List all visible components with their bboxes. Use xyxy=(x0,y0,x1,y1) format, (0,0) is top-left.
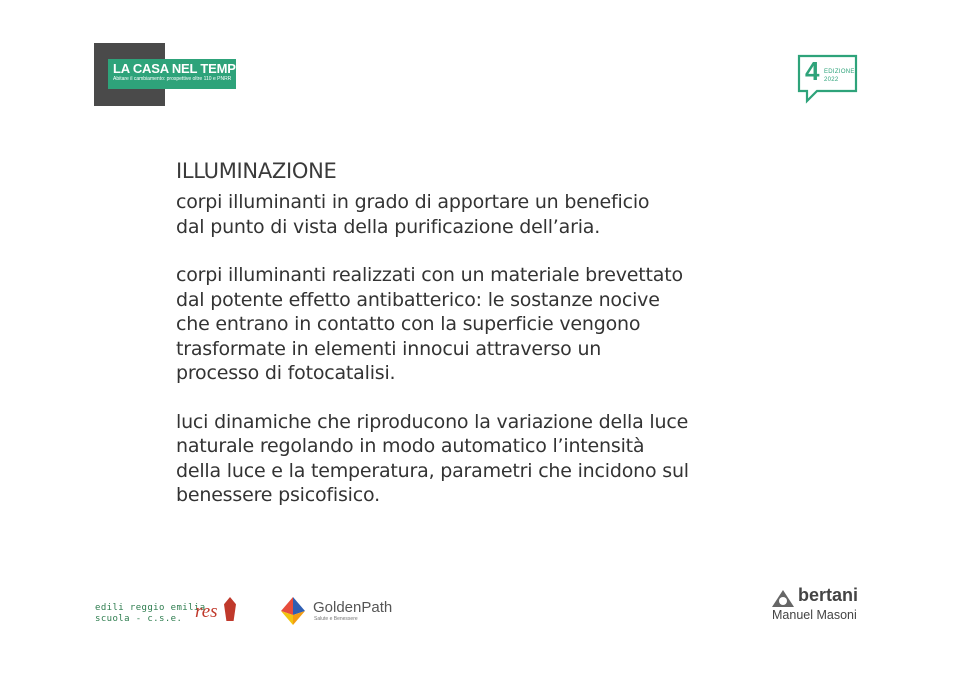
logo-green-banner xyxy=(108,59,246,89)
bertani-brand: bertani xyxy=(798,585,859,605)
slide-content xyxy=(176,158,796,508)
edili-line-1: edili reggio emilia xyxy=(95,603,206,613)
edition-year: 2022 xyxy=(824,77,839,83)
edition-badge xyxy=(797,54,859,104)
la-casa-nel-tempo-logo xyxy=(94,43,244,106)
res-emblem-icon xyxy=(224,597,236,621)
logo-subtitle: Abitare il cambiamento: prospettive oltre 110 e PNRR xyxy=(113,76,232,82)
goldenpath-tagline: Salute e Benessere xyxy=(314,616,358,622)
goldenpath-name: GoldenPath xyxy=(313,599,393,616)
bertani-mark-icon xyxy=(771,587,797,609)
goldenpath-logo xyxy=(278,595,408,627)
slide-heading: ILLUMINAZIONE xyxy=(176,159,337,183)
res-logo-text: res xyxy=(195,601,218,622)
edition-label: EDIZIONE xyxy=(824,69,855,75)
logo-title: LA CASA NEL TEMPO xyxy=(113,61,246,76)
paragraph-purification: corpi illuminanti in grado di apportare un beneficio dal punto di vista della purificazione dell’aria. xyxy=(176,191,650,238)
paragraph-antibacterial: corpi illuminanti realizzati con un materiale brevettato dal potente effetto antibatterico: le sostanze nocive che entrano in contatto con la superficie vengono trasformate in elementi innocui attraverso un processo di fotocatalisi. xyxy=(176,264,683,384)
bertani-person: Manuel Masoni xyxy=(772,608,857,622)
edili-line-2: scuola - c.s.e. xyxy=(95,614,183,624)
paragraph-dynamic-lights: luci dinamiche che riproducono la variazione della luce naturale regolando in modo automatico l’intensità della luce e la temperatura, parametri che incidono sul benessere psicofisico. xyxy=(176,410,689,506)
edition-number: 4 xyxy=(805,56,820,86)
goldenpath-mark-icon xyxy=(278,595,310,627)
edili-reggio-emilia-logo xyxy=(95,595,245,627)
bertani-logo xyxy=(771,585,881,625)
